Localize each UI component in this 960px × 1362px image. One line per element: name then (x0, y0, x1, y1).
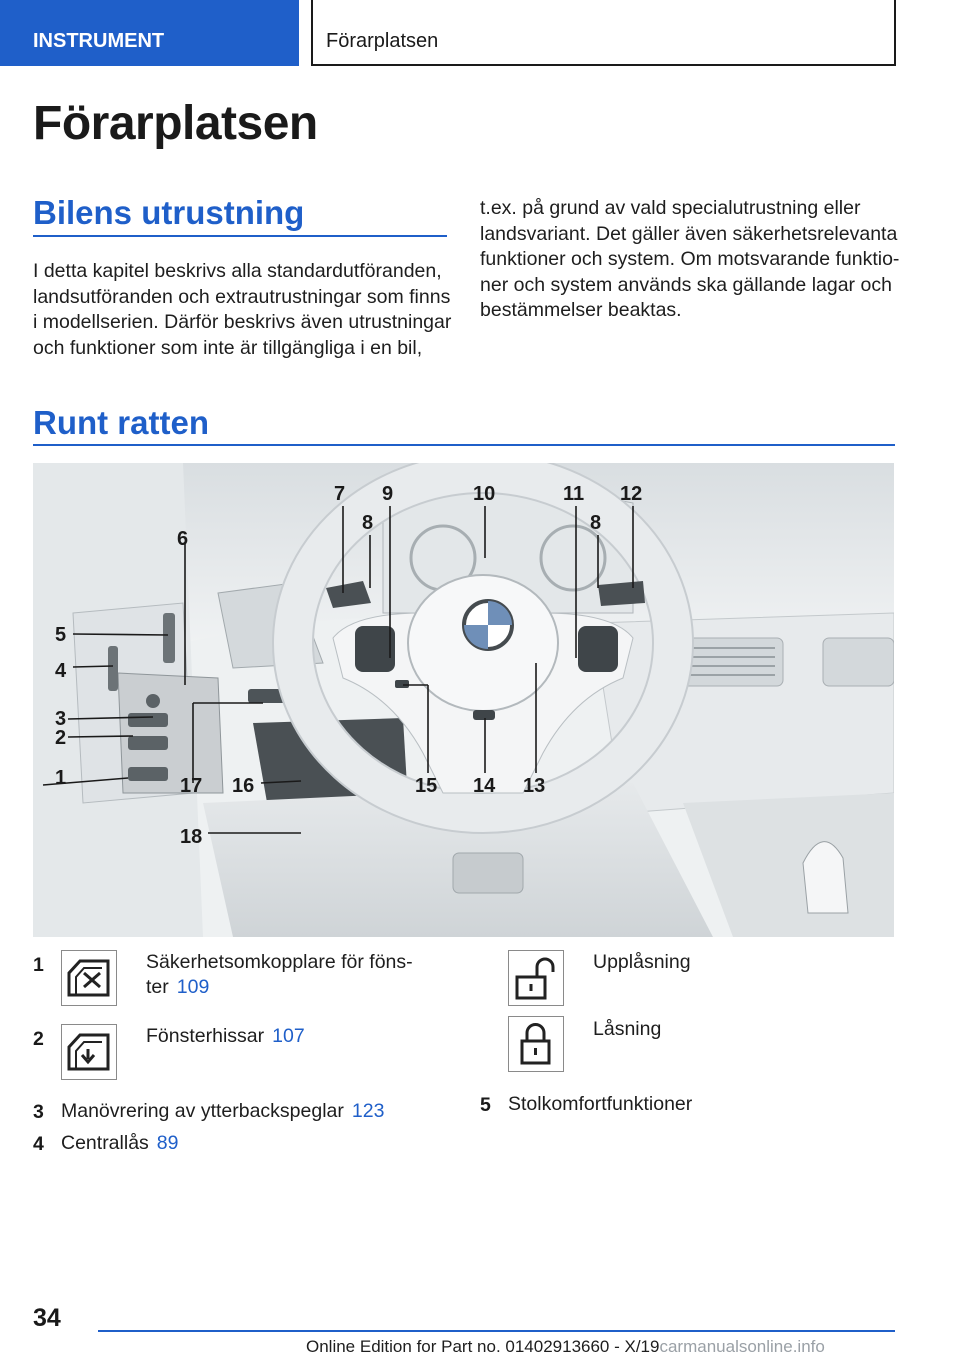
callout-2: 2 (55, 727, 67, 749)
text-line: och funktioner som inte är tillgängliga i en bil, (33, 336, 423, 359)
legend-text-3-label: Manövrering av ytterbackspeglar (61, 1100, 344, 1122)
page-ref-89[interactable]: 89 (156, 1132, 179, 1154)
legend-text-4-label: Centrallås (61, 1132, 149, 1154)
legend-num-3: 3 (33, 1101, 44, 1123)
legend-text-3 (61, 1099, 384, 1124)
footer-rule (98, 1330, 895, 1332)
footer-edition (306, 1337, 825, 1357)
section-label: Förarplatsen (326, 30, 439, 52)
section-title-equipment: Bilens utrustning (33, 194, 305, 231)
legend-text-2-label: Fönsterhissar (146, 1025, 265, 1047)
section-header (311, 0, 896, 66)
callout-15: 15 (415, 775, 438, 797)
legend-text-1 (146, 950, 413, 1000)
legend-text-lock: Låsning (593, 1018, 662, 1040)
callout-6: 6 (177, 528, 189, 550)
cockpit-drawing (33, 463, 894, 937)
text-line: I detta kapitel beskrivs alla standardutföranden, (33, 260, 442, 282)
intro-text-left (33, 259, 453, 361)
legend-text-1-line1: Säkerhetsomkopplare för föns- (146, 951, 413, 973)
window-lock-icon (61, 950, 117, 1006)
footer-edition-text: Online Edition for Part no. 01402913660 - X/19 (306, 1337, 660, 1356)
section-title-steering-wheel: Runt ratten (33, 404, 209, 441)
callout-13: 13 (523, 775, 546, 797)
text-line: landsvariant. Det gäller även säkerhetsrelevanta (480, 222, 898, 245)
chapter-label: INSTRUMENT (33, 30, 165, 52)
callout-16: 16 (232, 775, 255, 797)
callout-8: 8 (362, 512, 374, 534)
chapter-tab (0, 0, 299, 66)
legend-num-4: 4 (33, 1133, 44, 1155)
callout-5: 5 (55, 624, 67, 646)
legend-text-unlock: Upplåsning (593, 951, 691, 973)
callout-7: 7 (334, 483, 346, 505)
legend-num-1: 1 (33, 954, 44, 976)
legend-text-4 (61, 1131, 179, 1156)
footer-watermark: carmanualsonline.info (659, 1337, 825, 1356)
unlock-icon (508, 950, 564, 1006)
page-title: Förarplatsen (33, 97, 318, 150)
legend-text-5: Stolkomfortfunktioner (508, 1093, 693, 1115)
text-line: i modellserien. Därför beskrivs även utrustningar (33, 311, 452, 333)
callout-8b: 8 (590, 512, 602, 534)
text-line: funktioner och system. Om motsvarande funktio- (480, 248, 900, 270)
text-line: landsutföranden och extrautrustningar som finns (33, 285, 451, 308)
callout-11: 11 (563, 483, 585, 505)
legend-text-1-line2: ter (146, 976, 169, 998)
text-line: bestämmelser beaktas. (480, 299, 682, 321)
section-rule (33, 235, 447, 237)
section-rule (33, 444, 895, 446)
callout-18: 18 (180, 826, 203, 848)
page-ref-107[interactable]: 107 (272, 1025, 305, 1047)
text-line: t.ex. på grund av vald specialutrustning eller (480, 197, 861, 219)
text-line: ner och system används ska gällande lagar och (480, 273, 892, 296)
lock-icon (508, 1016, 564, 1072)
callout-1: 1 (55, 767, 67, 789)
callout-17: 17 (180, 775, 203, 797)
callout-3: 3 (55, 708, 67, 730)
callout-4: 4 (55, 660, 67, 682)
callout-12: 12 (620, 483, 643, 505)
page-ref-109[interactable]: 109 (176, 976, 210, 998)
cockpit-illustration (33, 463, 894, 937)
page-number: 34 (33, 1304, 61, 1332)
callout-9: 9 (382, 483, 394, 505)
page-ref-123[interactable]: 123 (351, 1100, 385, 1122)
callout-14: 14 (473, 775, 496, 797)
window-lift-icon (61, 1024, 117, 1080)
legend-num-5: 5 (480, 1094, 491, 1116)
intro-text-right (480, 196, 900, 324)
legend-text-2 (146, 1024, 305, 1049)
callout-10: 10 (473, 483, 496, 505)
legend-num-2: 2 (33, 1028, 44, 1050)
